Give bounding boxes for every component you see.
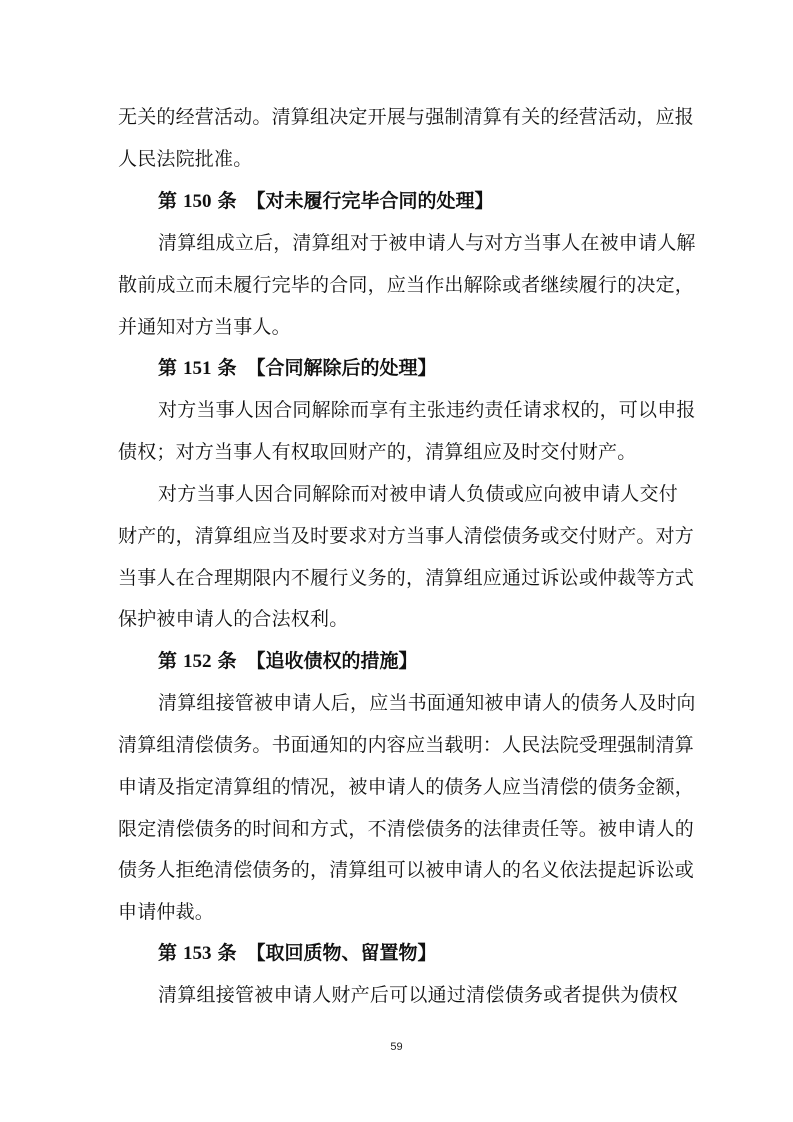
paragraph-line: 限定清偿债务的时间和方式，不清偿债务的法律责任等。被申请人的 (118, 818, 695, 840)
article-suffix: 条 (217, 357, 237, 379)
page-number: 59 (390, 1041, 403, 1053)
article-suffix: 条 (217, 650, 237, 672)
article-150-heading (158, 188, 494, 215)
paragraph-line: 散前成立而未履行完毕的合同，应当作出解除或者继续履行的决定， (118, 274, 695, 296)
article-suffix: 条 (217, 190, 237, 212)
article-title: 【合同解除后的处理】 (246, 357, 437, 379)
paragraph-line: 无关的经营活动。清算组决定开展与强制清算有关的经营活动，应报 (118, 106, 695, 128)
paragraph-line: 并通知对方当事人。 (118, 316, 291, 338)
article-prefix: 第 (158, 650, 178, 672)
paragraph-line: 申请及指定清算组的情况，被申请人的债务人应当清偿的债务金额， (118, 776, 695, 798)
paragraph-line: 清算组清偿债务。书面通知的内容应当载明：人民法院受理强制清算 (118, 734, 695, 756)
article-title: 【取回质物、留置物】 (246, 942, 437, 964)
paragraph-line: 对方当事人因合同解除而享有主张违约责任请求权的，可以申报 (158, 399, 696, 421)
paragraph-line: 债务人拒绝清偿债务的，清算组可以被申请人的名义依法提起诉讼或 (118, 859, 695, 881)
article-title: 【对未履行完毕合同的处理】 (246, 190, 494, 212)
article-number: 153 (183, 943, 212, 964)
article-prefix: 第 (158, 942, 178, 964)
article-number: 150 (183, 191, 212, 212)
paragraph-line: 清算组接管被申请人财产后可以通过清偿债务或者提供为债权 (158, 984, 678, 1006)
article-title: 【追收债权的措施】 (246, 650, 418, 672)
article-153-heading (158, 940, 437, 967)
article-number: 152 (183, 651, 212, 672)
paragraph-line: 清算组接管被申请人后，应当书面通知被申请人的债务人及时向 (158, 692, 696, 714)
paragraph-line: 申请仲裁。 (118, 901, 215, 923)
article-suffix: 条 (217, 942, 237, 964)
paragraph-line: 清算组成立后，清算组对于被申请人与对方当事人在被申请人解 (158, 232, 696, 254)
paragraph-line: 保护被申请人的合法权利。 (118, 608, 349, 630)
paragraph-line: 财产的，清算组应当及时要求对方当事人清偿债务或交付财产。对方 (118, 525, 695, 547)
paragraph-line: 人民法院批准。 (118, 148, 253, 170)
paragraph-line: 债权；对方当事人有权取回财产的，清算组应及时交付财产。 (118, 441, 637, 463)
article-151-heading (158, 355, 437, 382)
article-prefix: 第 (158, 357, 178, 379)
article-152-heading (158, 648, 418, 675)
article-prefix: 第 (158, 190, 178, 212)
paragraph-line: 当事人在合理期限内不履行义务的，清算组应通过诉讼或仲裁等方式 (118, 567, 695, 589)
article-number: 151 (183, 358, 212, 379)
paragraph-line: 对方当事人因合同解除而对被申请人负债或应向被申请人交付 (158, 483, 678, 505)
